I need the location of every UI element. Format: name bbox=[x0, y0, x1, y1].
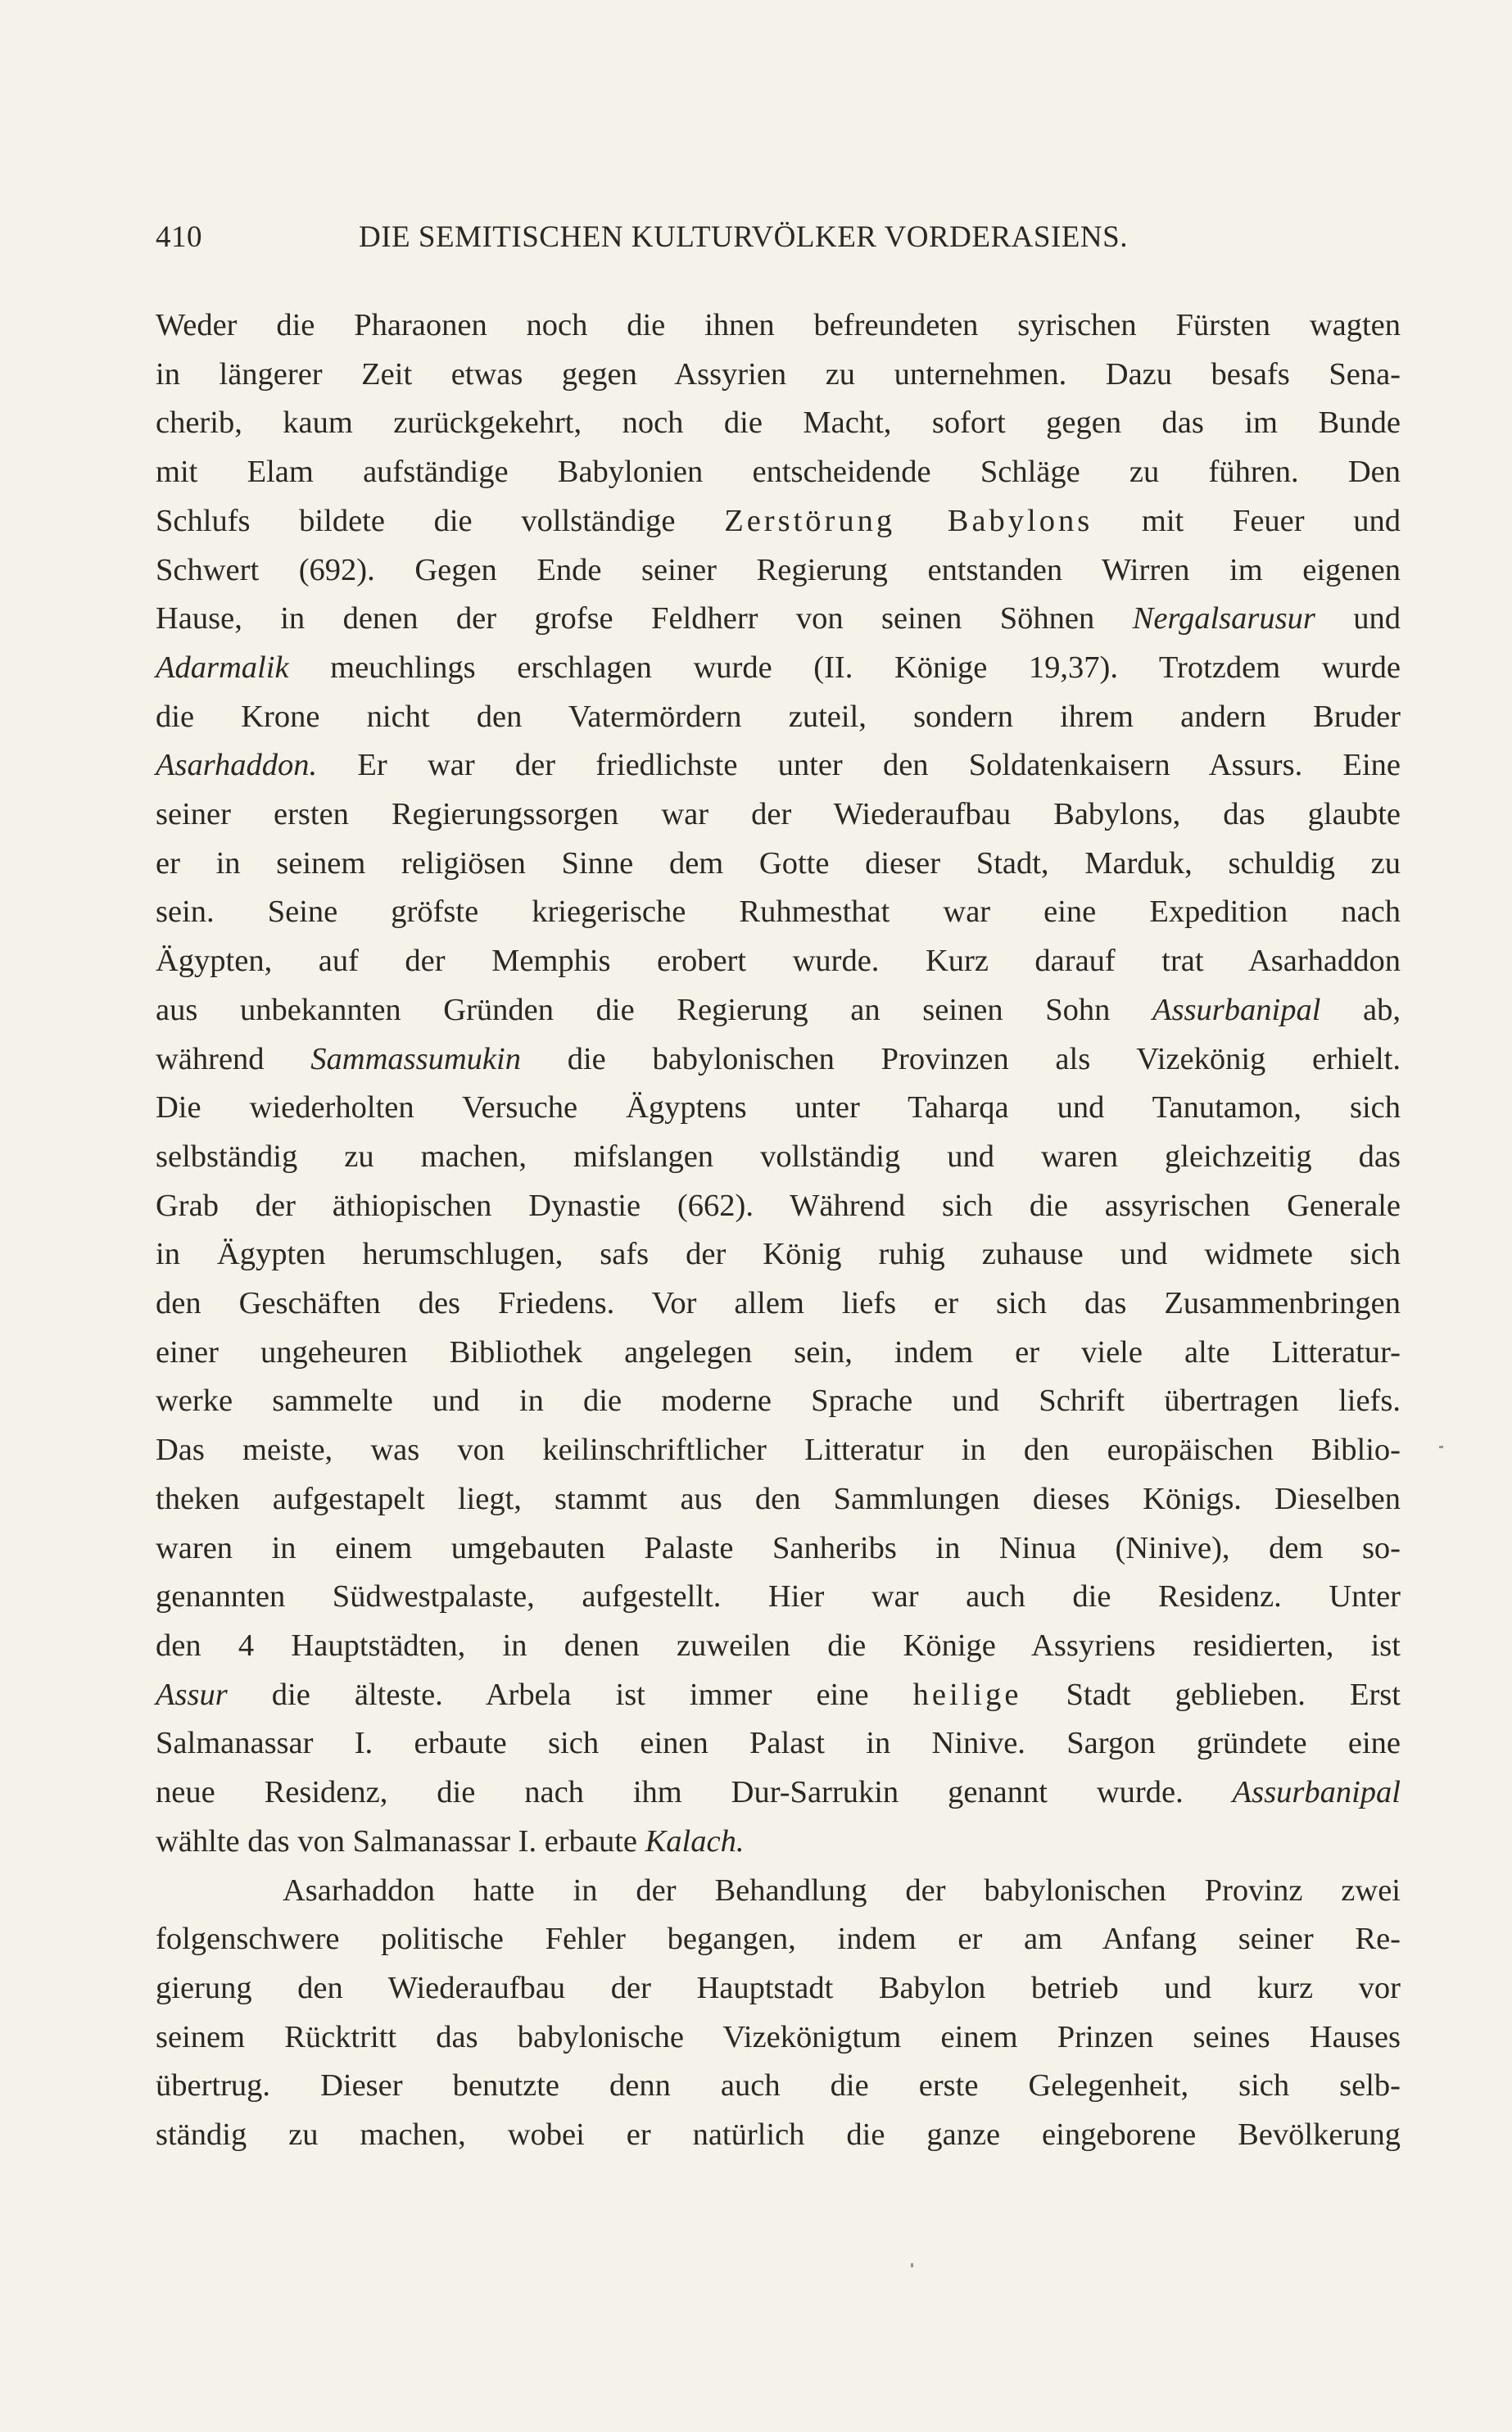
text-segment: und bbox=[1315, 601, 1401, 636]
text-line: übertrug. Dieser benutzte denn auch die erste Gelegenheit, sich selb- bbox=[156, 2068, 1401, 2104]
text-segment: die babylonischen Provinzen als Vizekönig erhielt. bbox=[520, 1041, 1401, 1076]
text-line bbox=[156, 1671, 1401, 1720]
text-line: er in seinem religiösen Sinne dem Gotte dieser Stadt, Marduk, schuldig zu bbox=[156, 845, 1401, 881]
text-line: waren in einem umgebauten Palaste Sanheribs in Ninua (Ninive), dem so- bbox=[156, 1530, 1401, 1565]
text-segment: wählte das von Salmanassar I. erbaute bbox=[156, 1823, 645, 1859]
text-segment: neue Residenz, die nach ihm Dur-Sarrukin genannt wurde. bbox=[156, 1775, 1233, 1810]
text-segment: während bbox=[156, 1041, 311, 1076]
text-line bbox=[156, 1769, 1401, 1818]
text-line bbox=[156, 986, 1401, 1035]
text-line bbox=[156, 497, 1401, 546]
text-segment: Er war der friedlichste unter den Soldatenkaisern Assurs. Eine bbox=[317, 748, 1401, 783]
text-line: mit Elam aufständige Babylonien entscheidende Schläge zu führen. Den bbox=[156, 455, 1401, 490]
italic-name: Kalach. bbox=[645, 1823, 745, 1859]
text-line: den 4 Hauptstädten, in denen zuweilen die Könige Assyriens residierten, ist bbox=[156, 1628, 1401, 1663]
text-line bbox=[156, 741, 1401, 790]
running-title: DIE SEMITISCHEN KULTURVÖLKER VORDERASIENS. bbox=[359, 220, 1128, 254]
italic-name: Assurbanipal bbox=[1152, 992, 1321, 1027]
text-line bbox=[156, 1035, 1401, 1085]
text-line: seinem Rücktritt das babylonische Vizekönigtum einem Prinzen seines Hauses bbox=[156, 2019, 1401, 2054]
text-line: ständig zu machen, wobei er natürlich die ganze eingeborene Bevölkerung bbox=[156, 2117, 1401, 2153]
page-number: 410 bbox=[156, 220, 202, 254]
text-line: werke sammelte und in die moderne Sprache und Schrift übertragen liefs. bbox=[156, 1384, 1401, 1419]
text-line bbox=[156, 595, 1401, 644]
text-segment: Schlufs bildete die vollständige bbox=[156, 503, 725, 538]
italic-name: Assur bbox=[156, 1677, 228, 1712]
text-line bbox=[156, 1818, 1401, 1867]
text-line: seiner ersten Regierungssorgen war der Wiederaufbau Babylons, das glaubte bbox=[156, 797, 1401, 832]
text-line: sein. Seine gröfste kriegerische Ruhmesthat war eine Expedition nach bbox=[156, 894, 1401, 930]
italic-name: Asarhaddon. bbox=[156, 748, 318, 783]
text-line: in längerer Zeit etwas gegen Assyrien zu unternehmen. Dazu besafs Sena- bbox=[156, 356, 1401, 392]
body-text bbox=[156, 301, 1401, 2160]
italic-name: Sammassumukin bbox=[310, 1041, 521, 1076]
text-line: einer ungeheuren Bibliothek angelegen sein, indem er viele alte Litteratur- bbox=[156, 1334, 1401, 1370]
text-line: genannten Südwestpalaste, aufgestellt. Hier war auch die Residenz. Unter bbox=[156, 1579, 1401, 1615]
text-line: Asarhaddon hatte in der Behandlung der babylonischen Provinz zwei bbox=[283, 1873, 1401, 1908]
text-segment: ab, bbox=[1320, 992, 1401, 1027]
text-line: den Geschäften des Friedens. Vor allem liefs er sich das Zusammenbringen bbox=[156, 1286, 1401, 1321]
italic-name: Adarmalik bbox=[156, 650, 289, 685]
text-segment: aus unbekannten Gründen die Regierung an seinen Sohn bbox=[156, 992, 1153, 1027]
text-line bbox=[156, 644, 1401, 693]
text-line: Salmanassar I. erbaute sich einen Palast in Ninive. Sargon gründete eine bbox=[156, 1726, 1401, 1761]
text-line: in Ägypten herumschlugen, safs der König ruhig zuhause und widmete sich bbox=[156, 1237, 1401, 1272]
paper-speck bbox=[911, 2263, 913, 2267]
text-line: gierung den Wiederaufbau der Hauptstadt Babylon betrieb und kurz vor bbox=[156, 1970, 1401, 2005]
text-segment: meuchlings erschlagen wurde (II. Könige 19,37). Trotzdem wurde bbox=[288, 650, 1401, 685]
margin-speck bbox=[1439, 1446, 1443, 1448]
text-line: Schwert (692). Gegen Ende seiner Regierung entstanden Wirren im eigenen bbox=[156, 552, 1401, 587]
text-segment: mit Feuer und bbox=[1093, 503, 1401, 538]
text-line: folgenschwere politische Fehler begangen, indem er am Anfang seiner Re- bbox=[156, 1922, 1401, 1957]
text-segment: Hause, in denen der grofse Feldherr von seinen Söhnen bbox=[156, 601, 1133, 636]
text-line: cherib, kaum zurückgekehrt, noch die Macht, sofort gegen das im Bunde bbox=[156, 405, 1401, 441]
text-segment: die älteste. Arbela ist immer eine bbox=[227, 1677, 913, 1712]
paragraph-1 bbox=[156, 301, 1401, 1867]
text-line: Ägypten, auf der Memphis erobert wurde. Kurz darauf trat Asarhaddon bbox=[156, 944, 1401, 979]
text-line: theken aufgestapelt liegt, stammt aus den Sammlungen dieses Königs. Dieselben bbox=[156, 1481, 1401, 1516]
spaced-emphasis: Zerstörung Babylons bbox=[724, 503, 1093, 538]
paragraph-2 bbox=[156, 1867, 1401, 2160]
text-line: Die wiederholten Versuche Ägyptens unter Taharqa und Tanutamon, sich bbox=[156, 1090, 1401, 1125]
italic-name: Assurbanipal bbox=[1232, 1775, 1401, 1810]
spaced-emphasis: heilige bbox=[912, 1677, 1022, 1712]
italic-name: Nergalsarusur bbox=[1132, 601, 1315, 636]
text-line: die Krone nicht den Vatermördern zuteil, sondern ihrem andern Bruder bbox=[156, 699, 1401, 734]
text-line: Das meiste, was von keilinschriftlicher Litteratur in den europäischen Biblio- bbox=[156, 1433, 1401, 1468]
text-line: Grab der äthiopischen Dynastie (662). Während sich die assyrischen Generale bbox=[156, 1188, 1401, 1223]
text-segment: Stadt geblieben. Erst bbox=[1021, 1677, 1401, 1712]
text-line: selbständig zu machen, mifslangen vollständig und waren gleichzeitig das bbox=[156, 1139, 1401, 1174]
text-line: Weder die Pharaonen noch die ihnen befreundeten syrischen Fürsten wagten bbox=[156, 308, 1401, 342]
